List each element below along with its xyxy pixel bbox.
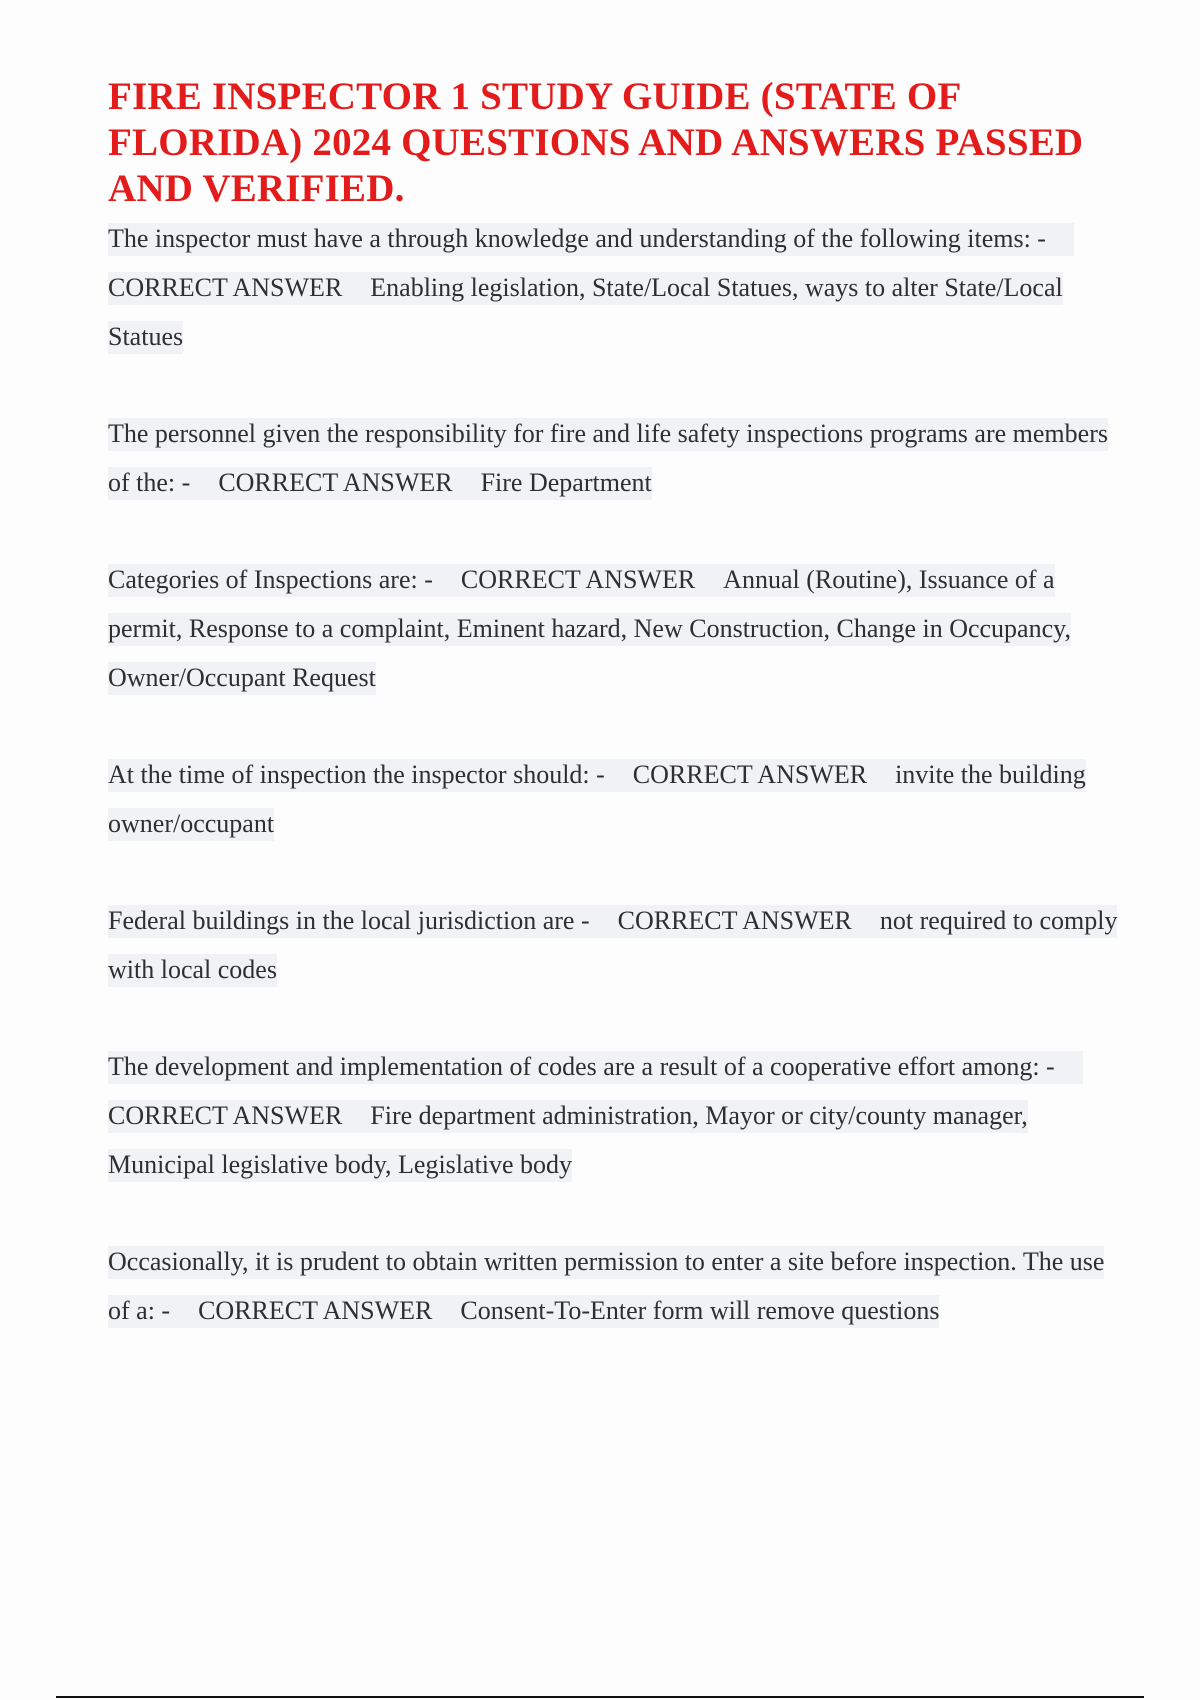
qa-item [108, 750, 1128, 848]
answer-text: Fire Department [480, 468, 652, 497]
question-text: The personnel given the responsibility for fire and life safety inspections programs are members of the: - [108, 419, 1108, 497]
qa-item [108, 896, 1128, 994]
answer-text: invite the building owner/occupant [108, 760, 1086, 838]
qa-item [108, 409, 1128, 507]
question-text: At the time of inspection the inspector should: - [108, 760, 605, 789]
correct-answer-label: CORRECT ANSWER [198, 1296, 433, 1325]
question-text: Occasionally, it is prudent to obtain written permission to enter a site before inspection. The use of a: - [108, 1247, 1105, 1325]
correct-answer-label: CORRECT ANSWER [108, 273, 343, 302]
answer-text: Annual (Routine), Issuance of a permit, Response to a complaint, Eminent hazard, New Construction, Change in Occupancy, Owner/Occupant Request [108, 565, 1071, 692]
answer-text: Fire department administration, Mayor or city/county manager, Municipal legislative body, Legislative body [108, 1101, 1028, 1179]
document-title: FIRE INSPECTOR 1 STUDY GUIDE (STATE OF FLORIDA) 2024 QUESTIONS AND ANSWERS PASSED AND VERIFIED. [108, 75, 1084, 210]
question-text: Categories of Inspections are: - [108, 565, 433, 594]
correct-answer-label: CORRECT ANSWER [460, 565, 696, 594]
answer-text: Consent-To-Enter form will remove questions [460, 1296, 940, 1325]
question-text: Federal buildings in the local jurisdiction are - [108, 906, 590, 935]
correct-answer-label: CORRECT ANSWER [218, 468, 453, 497]
question-text: The inspector must have a through knowledge and understanding of the following items: - [108, 224, 1046, 253]
qa-item [108, 214, 1128, 361]
qa-item [108, 555, 1128, 702]
answer-text: not required to comply with local codes [108, 906, 1118, 984]
document-page [108, 74, 1128, 1335]
correct-answer-label: CORRECT ANSWER [632, 760, 868, 789]
qa-item [108, 1042, 1128, 1189]
question-text: The development and implementation of codes are a result of a cooperative effort among: - [108, 1052, 1055, 1081]
correct-answer-label: CORRECT ANSWER [617, 906, 852, 935]
answer-text: Enabling legislation, State/Local Statues, ways to alter State/Local Statues [108, 273, 1063, 351]
footer-rule [56, 1696, 1144, 1698]
qa-item [108, 1237, 1128, 1335]
correct-answer-label: CORRECT ANSWER [108, 1101, 343, 1130]
